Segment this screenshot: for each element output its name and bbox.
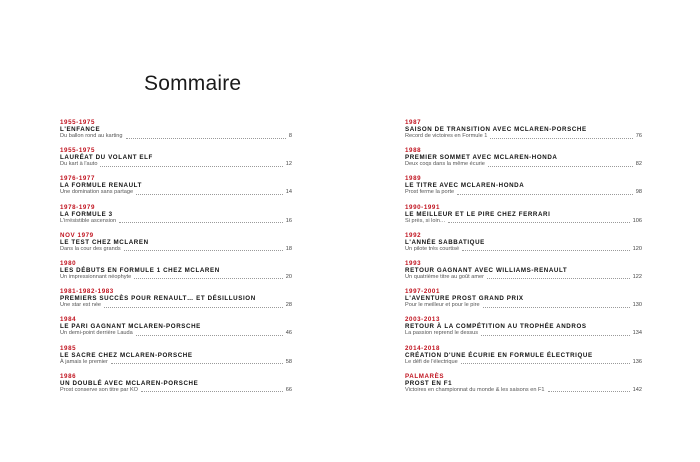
dot-leader: [126, 137, 286, 139]
toc-entry-page-number: 16: [285, 217, 292, 224]
toc-entry-subline: [405, 302, 642, 309]
toc-entry-heading: LAURÉAT DU VOLANT ELF: [60, 154, 153, 162]
toc-entry-years: 1955-1975: [60, 147, 95, 155]
dot-leader: [490, 137, 632, 139]
toc-entry-years: PALMARÈS: [405, 372, 445, 380]
toc-entry-subtitle: Un quatrième titre au goût amer: [405, 273, 484, 280]
toc-entry-heading: RETOUR À LA COMPÉTITION AU TROPHÉE ANDROS: [405, 323, 587, 331]
toc-entry[interactable]: [60, 288, 292, 316]
toc-entry-subline: [60, 302, 292, 309]
toc-entry-subtitle: L'irrésistible ascension: [60, 217, 117, 224]
dot-leader: [124, 249, 283, 251]
toc-entry-years: 1989: [405, 175, 422, 183]
toc-entry-subtitle: Du kart à l'auto: [60, 161, 98, 168]
dot-leader: [462, 249, 630, 251]
toc-entry-years: 1978-1979: [60, 203, 95, 211]
toc-entry-years: 2014-2018: [405, 344, 440, 352]
toc-entry-heading: UN DOUBLÉ AVEC MCLAREN-PORSCHE: [60, 379, 199, 387]
toc-entry-subline: [405, 387, 642, 394]
toc-entry-subline: [60, 218, 292, 225]
toc-entry[interactable]: [405, 175, 642, 203]
toc-entry-years: 1987: [405, 119, 422, 126]
toc-entry[interactable]: [60, 345, 292, 373]
toc-entry-subline: [405, 161, 642, 168]
toc-entry-subline: [405, 274, 642, 281]
toc-entry-subtitle: Pour le meilleur et pour le pire: [405, 302, 480, 309]
dot-leader: [104, 306, 283, 308]
toc-entry-page-number: 136: [632, 358, 642, 365]
toc-entry-heading: LE PARI GAGNANT MCLAREN-PORSCHE: [60, 323, 201, 331]
toc-entry-subline: [60, 330, 292, 337]
toc-entry-subtitle: Une domination sans partage: [60, 189, 134, 196]
toc-entry-years: 1976-1977: [60, 175, 95, 183]
toc-entry-page-number: 142: [632, 386, 642, 393]
toc-entry-subtitle: La passion reprend le dessus: [405, 330, 479, 337]
toc-entry-subtitle: Le défi de l'électrique: [405, 358, 458, 365]
toc-entry[interactable]: [405, 147, 642, 175]
dot-leader: [448, 221, 629, 223]
toc-entry-page-number: 76: [635, 133, 642, 139]
toc-entry-heading: LE MEILLEUR ET LE PIRE CHEZ FERRARI: [405, 210, 551, 218]
dot-leader: [461, 362, 630, 364]
dot-leader: [136, 334, 283, 336]
toc-entry[interactable]: [60, 204, 292, 232]
toc-entry-heading: LA FORMULE RENAULT: [60, 182, 142, 190]
toc-entry-subline: [405, 218, 642, 225]
toc-entry-subtitle: Un demi-point derrière Lauda: [60, 330, 133, 337]
toc-entry-page-number: 18: [285, 245, 292, 252]
toc-entry[interactable]: [60, 232, 292, 260]
toc-entry-years: 1984: [60, 316, 77, 324]
toc-entry[interactable]: [405, 232, 642, 260]
dot-leader: [111, 362, 283, 364]
toc-entry-subline: [405, 246, 642, 253]
toc-entry[interactable]: [60, 373, 292, 401]
toc-entry-subtitle: Dans la cour des grands: [60, 245, 121, 252]
toc-entry-years: 1981-1982-1983: [60, 288, 114, 296]
toc-entry-subtitle: Victoires en championnat du monde & les saisons en F1: [405, 386, 545, 393]
toc-right-column: [405, 119, 642, 401]
dot-leader: [100, 165, 282, 167]
toc-entry-heading: L'AVENTURE PROST GRAND PRIX: [405, 295, 524, 303]
toc-entry-subline: [405, 133, 642, 140]
toc-entry-subtitle: Une star est née: [60, 302, 102, 309]
toc-entry[interactable]: [60, 147, 292, 175]
dot-leader: [136, 193, 283, 195]
toc-entry-page-number: 28: [285, 302, 292, 309]
toc-entry-subline: [60, 274, 292, 281]
page-title: Sommaire: [144, 72, 242, 95]
dot-leader: [548, 390, 630, 392]
toc-entry-page-number: 134: [632, 330, 642, 337]
toc-entry[interactable]: [405, 119, 642, 147]
toc-entry-heading: SAISON DE TRANSITION AVEC MCLAREN-PORSCHE: [405, 126, 587, 133]
toc-entry-years: 1992: [405, 231, 422, 239]
toc-entry-page-number: 98: [635, 189, 642, 196]
toc-entry-subline: [405, 359, 642, 366]
toc-entry-years: 1955-1975: [60, 119, 95, 126]
toc-entry-page-number: 58: [285, 358, 292, 365]
toc-entry-years: 1988: [405, 147, 422, 155]
toc-entry-heading: CRÉATION D'UNE ÉCURIE EN FORMULE ÉLECTRIQUE: [405, 351, 593, 359]
toc-entry[interactable]: [60, 119, 292, 147]
toc-entry-subline: [405, 189, 642, 196]
toc-entry[interactable]: [60, 260, 292, 288]
toc-entry-years: 2003-2013: [405, 316, 440, 324]
toc-entry-page-number: 122: [632, 273, 642, 280]
dot-leader: [487, 277, 630, 279]
toc-entry-heading: LE SACRE CHEZ MCLAREN-PORSCHE: [60, 351, 193, 359]
toc-entry-page-number: 8: [288, 133, 292, 139]
toc-entry-page-number: 20: [285, 273, 292, 280]
toc-entry-heading: LE TITRE AVEC MCLAREN-HONDA: [405, 182, 525, 190]
toc-entry-heading: LE TEST CHEZ MCLAREN: [60, 238, 149, 246]
toc-entry-subline: [60, 246, 292, 253]
toc-left-column: [60, 119, 292, 401]
toc-entry-years: 1990-1991: [405, 203, 440, 211]
toc-entry[interactable]: [405, 345, 642, 373]
toc-entry-subline: [60, 133, 292, 140]
toc-entry-heading: LA FORMULE 3: [60, 210, 113, 218]
toc-entry-subtitle: À jamais le premier: [60, 358, 108, 365]
toc-entry-subline: [60, 387, 292, 394]
toc-entry-subline: [60, 189, 292, 196]
toc-entry-subtitle: Un pilote très courtisé: [405, 245, 460, 252]
toc-entry-years: 1980: [60, 259, 77, 267]
toc-entry[interactable]: [405, 373, 642, 401]
toc-entry-heading: PREMIER SOMMET AVEC MCLAREN-HONDA: [405, 154, 558, 162]
toc-entry-page-number: 106: [632, 217, 642, 224]
toc-entry[interactable]: [405, 260, 642, 288]
toc-entry-years: 1985: [60, 344, 77, 352]
toc-entry-years: 1997-2001: [405, 288, 440, 296]
toc-entry-page-number: 14: [285, 189, 292, 196]
toc-entry-subtitle: Prost conserve son titre par KO: [60, 386, 139, 393]
toc-entry[interactable]: [60, 316, 292, 344]
toc-entry-subtitle: Record de victoires en Formule 1: [405, 133, 488, 139]
toc-entry[interactable]: [405, 204, 642, 232]
toc-entry-page-number: 130: [632, 302, 642, 309]
toc-entry[interactable]: [405, 288, 642, 316]
toc-entry-heading: L'ENFANCE: [60, 126, 101, 133]
toc-entry-subtitle: Prost ferme la porte: [405, 189, 455, 196]
toc-entry-subtitle: Un impressionnant néophyte: [60, 273, 132, 280]
toc-entry-heading: RETOUR GAGNANT AVEC WILLIAMS-RENAULT: [405, 266, 568, 274]
toc-entry-page-number: 12: [285, 161, 292, 168]
dot-leader: [457, 193, 633, 195]
dot-leader: [481, 334, 630, 336]
toc-entry-heading: PREMIERS SUCCÈS POUR RENAULT… ET DÉSILLUSION: [60, 295, 256, 303]
toc-entry-page-number: 66: [285, 386, 292, 393]
toc-entry-subline: [60, 359, 292, 366]
toc-entry-subtitle: Deux coqs dans la même écurie: [405, 161, 485, 168]
dot-leader: [483, 306, 630, 308]
toc-entry-page-number: 82: [635, 161, 642, 168]
toc-entry-subline: [60, 161, 292, 168]
dot-leader: [134, 277, 283, 279]
toc-entry-subtitle: Du ballon rond au karting: [60, 133, 123, 139]
toc-entry-page-number: 46: [285, 330, 292, 337]
dot-leader: [119, 221, 283, 223]
toc-entry-heading: LES DÉBUTS EN FORMULE 1 CHEZ MCLAREN: [60, 266, 220, 274]
toc-entry[interactable]: [60, 175, 292, 203]
toc-entry-years: NOV 1979: [60, 231, 94, 239]
dot-leader: [141, 390, 283, 392]
toc-entry-page-number: 120: [632, 245, 642, 252]
toc-entry-heading: L'ANNÉE SABBATIQUE: [405, 238, 485, 246]
toc-entry-heading: PROST EN F1: [405, 379, 453, 387]
dot-leader: [488, 165, 633, 167]
toc-entry-subline: [405, 330, 642, 337]
toc-entry[interactable]: [405, 316, 642, 344]
toc-entry-subtitle: Si près, si loin…: [405, 217, 446, 224]
toc-entry-years: 1993: [405, 259, 422, 267]
toc-entry-years: 1986: [60, 372, 77, 380]
